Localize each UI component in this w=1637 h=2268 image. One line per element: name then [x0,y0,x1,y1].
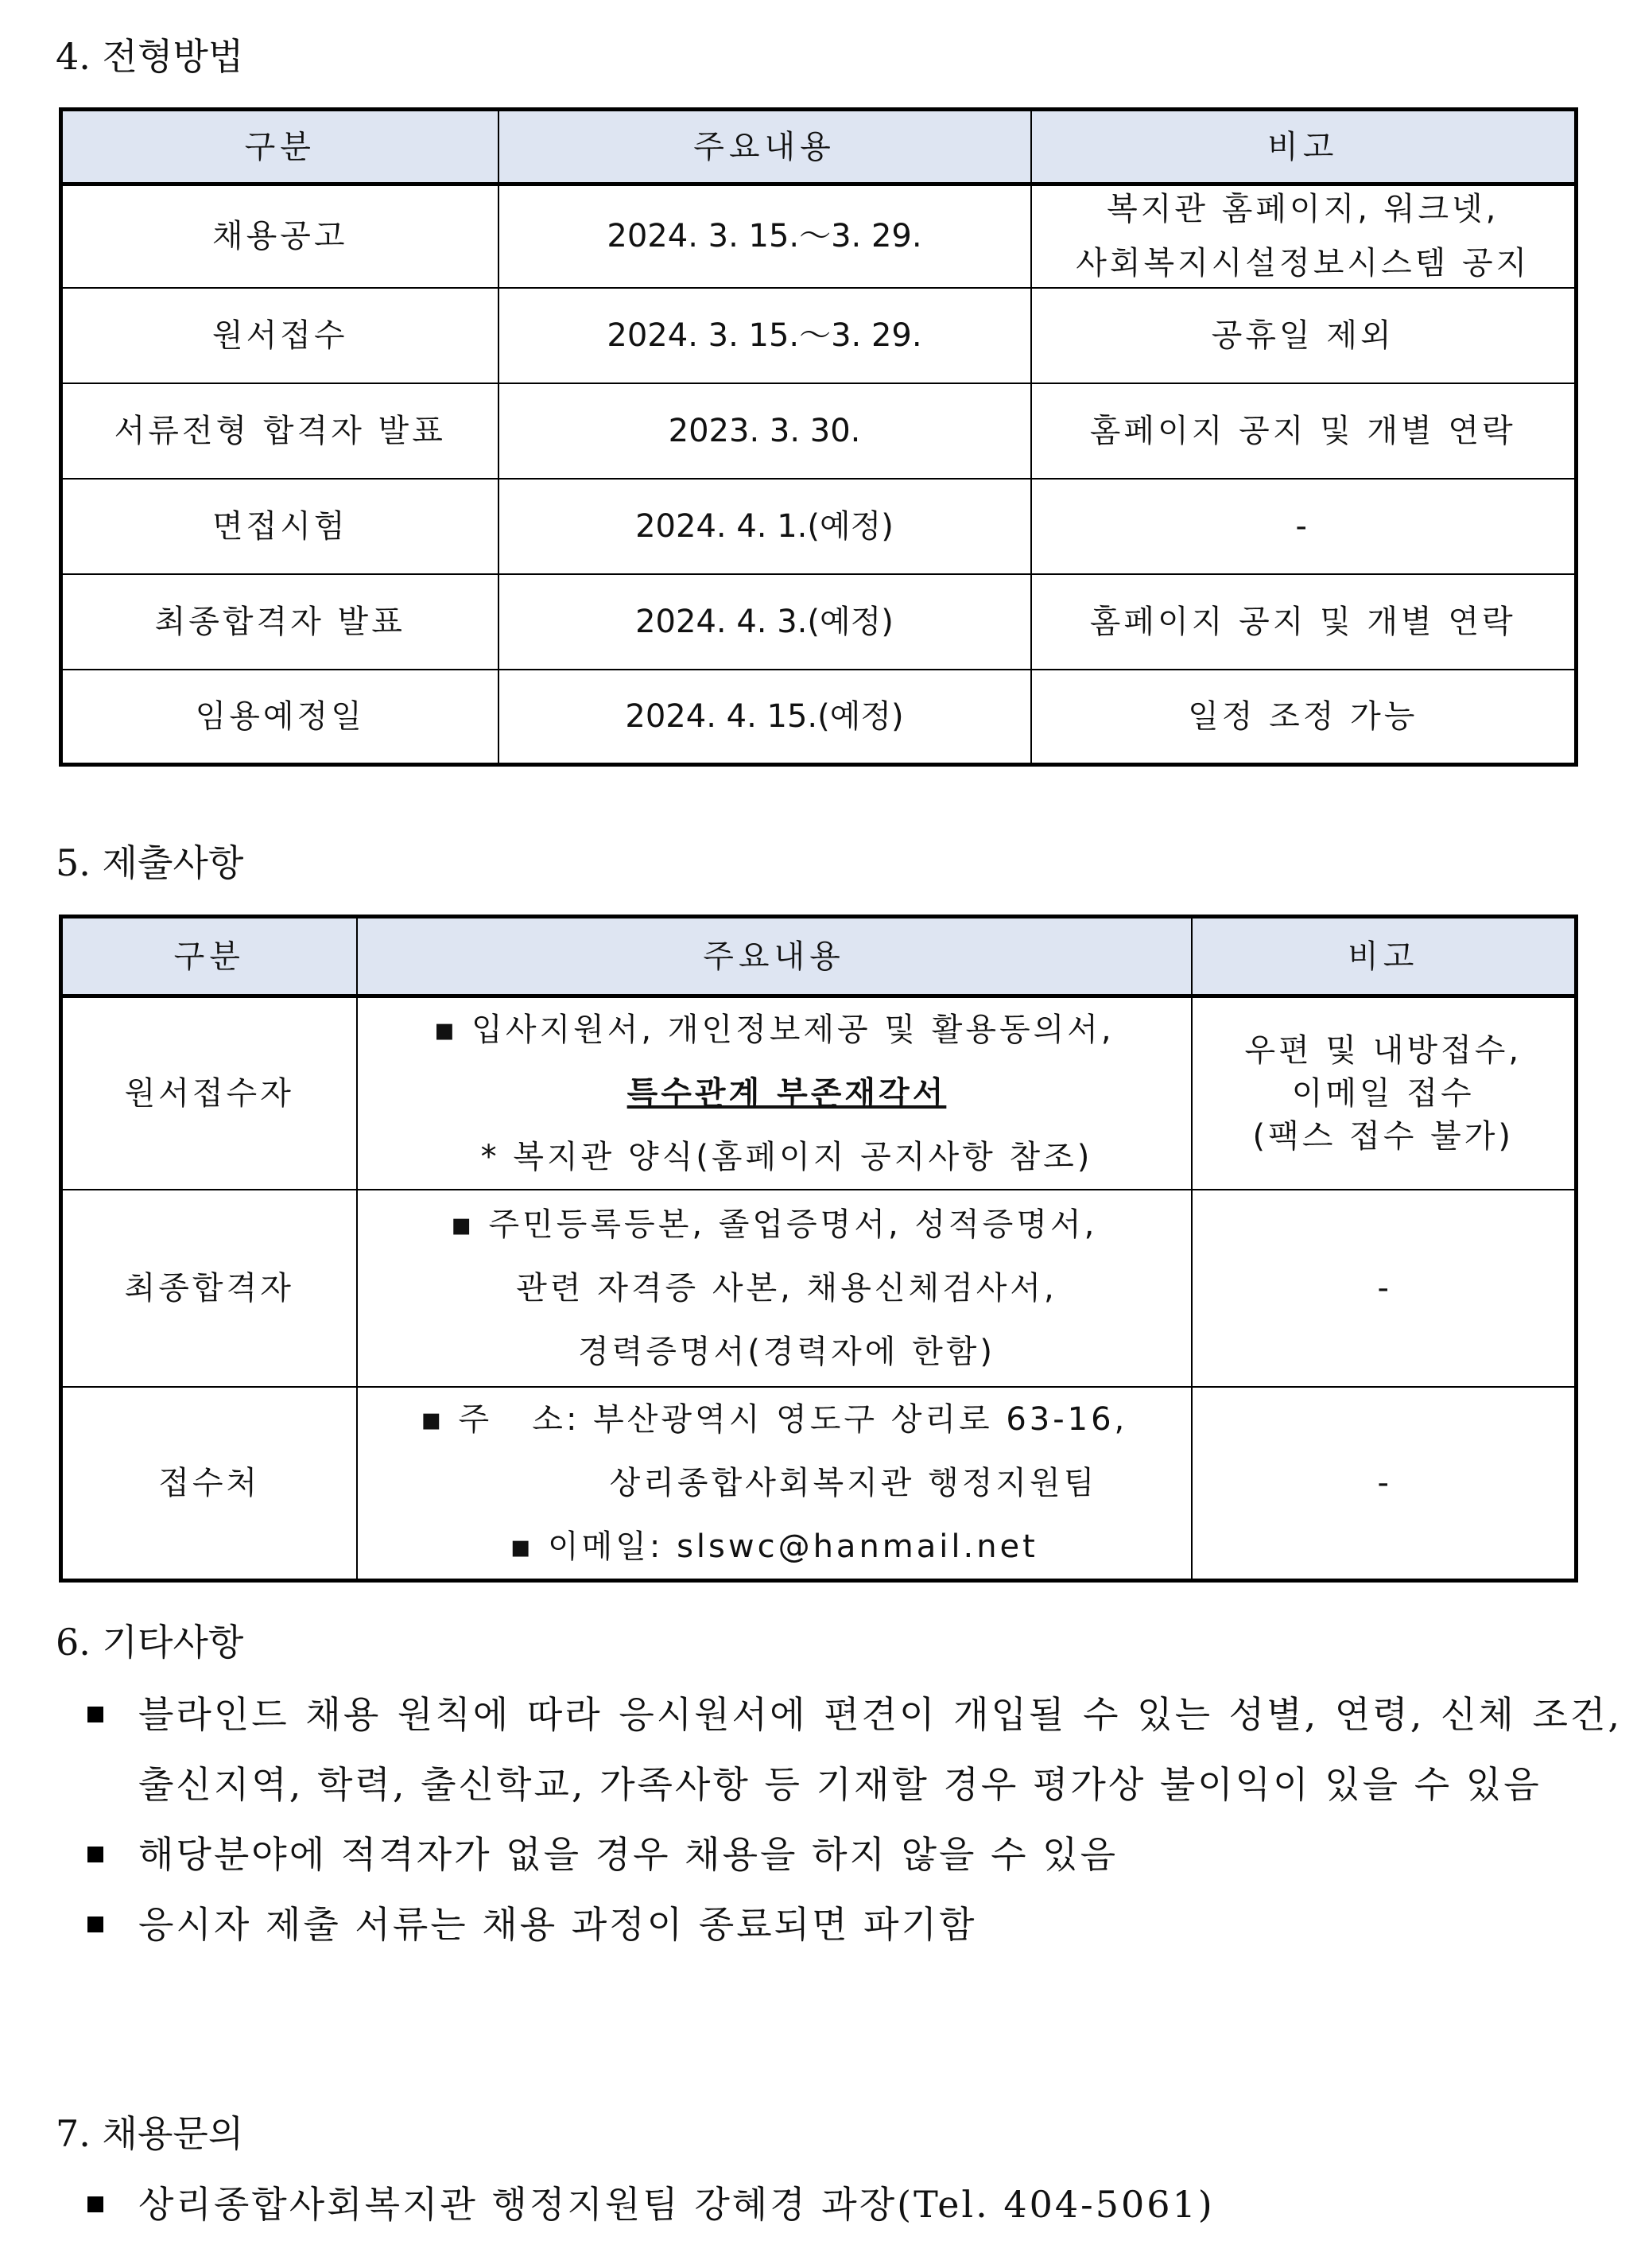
note-line: 우편 및 내방접수, [1244,1032,1523,1069]
row-note: 홈페이지 공지 및 개별 연락 [1031,574,1577,670]
column-header-note: 비고 [1031,110,1577,184]
row-content: 2023. 3. 30. [498,383,1031,479]
list-item [87,1819,1622,1889]
row-content [357,1190,1192,1387]
list-item-text: 블라인드 채용 원칙에 따라 응시원서에 편견이 개입될 수 있는 성별, 연령, 신체 조건, 출신지역, 학력, 출신학교, 가족사항 등 기재할 경우 평가상 불이익이 있을 수 있음 [138,1693,1622,1806]
content-line: ▪ 입사지원서, 개인정보제공 및 활용동의서, [433,1012,1115,1048]
selection-schedule-table [59,107,1578,767]
column-header-category: 구분 [61,110,498,184]
highlighted-document: 특수관계 부존재각서 [626,1075,947,1112]
list-item-text: 해당분야에 적격자가 없을 경우 채용을 하지 않을 수 있음 [138,1833,1119,1876]
table-row [61,479,1577,574]
list-item [87,2169,1622,2239]
content-line: 경력증명서(경력자에 한함) [578,1334,995,1370]
row-content: 2024. 3. 15.～3. 29. [498,288,1031,383]
note-line: 이메일 접수 [1291,1075,1475,1112]
row-note: - [1031,479,1577,574]
table-row [61,1190,1577,1387]
row-category: 원서접수 [61,288,498,383]
row-note: 홈페이지 공지 및 개별 연락 [1031,383,1577,479]
table-header-row [61,917,1577,996]
row-category: 최종합격자 [61,1190,357,1387]
note-line: 복지관 홈페이지, 워크넷, [1107,191,1499,228]
table-row [61,670,1577,765]
section-4-heading: 4. 전형방법 [56,35,244,78]
submission-table [59,915,1578,1583]
address-line: ▪ 주 소: 부산광역시 영도구 상리로 63-16, [420,1401,1128,1438]
row-note: - [1192,1190,1577,1387]
column-header-category: 구분 [61,917,357,996]
row-note [1031,184,1577,288]
row-category: 원서접수자 [61,996,357,1190]
row-content: 2024. 3. 15.～3. 29. [498,184,1031,288]
row-category: 서류전형 합격자 발표 [61,383,498,479]
section-6-heading: 6. 기타사항 [56,1621,244,1664]
content-note: * 복지관 양식(홈페이지 공지사항 참조) [480,1139,1093,1175]
row-category: 접수처 [61,1387,357,1581]
other-notes-list [87,1680,1622,1959]
address-line: 상리종합사회복지관 행정지원팀 [609,1465,1098,1501]
row-content: 2024. 4. 3.(예정) [498,574,1031,670]
square-bullet-icon [87,1917,103,1932]
email-line: ▪ 이메일: slswc@hanmail.net [510,1528,1038,1565]
table-row [61,288,1577,383]
list-item-text: 응시자 제출 서류는 채용 과정이 종료되면 파기함 [138,1903,977,1946]
row-content [357,1387,1192,1581]
table-row [61,1387,1577,1581]
section-5-heading: 5. 제출사항 [56,841,244,884]
table-row [61,383,1577,479]
content-line: 관련 자격증 사본, 채용신체검사서, [516,1270,1057,1307]
note-line: (팩스 접수 불가) [1252,1118,1514,1155]
row-content: 2024. 4. 1.(예정) [498,479,1031,574]
column-header-note: 비고 [1192,917,1577,996]
table-header-row [61,110,1577,184]
row-category: 채용공고 [61,184,498,288]
content-line: ▪ 주민등록등본, 졸업증명서, 성적증명서, [450,1206,1098,1243]
row-note: - [1192,1387,1577,1581]
row-category: 면접시험 [61,479,498,574]
row-note [1192,996,1577,1190]
square-bullet-icon [87,1707,103,1722]
list-item [87,1889,1622,1959]
table-row [61,574,1577,670]
row-category: 임용예정일 [61,670,498,765]
list-item-text: 상리종합사회복지관 행정지원팀 강혜경 과장(Tel. 404-5061) [138,2183,1215,2226]
table-row [61,184,1577,288]
column-header-content: 주요내용 [498,110,1031,184]
row-category: 최종합격자 발표 [61,574,498,670]
square-bullet-icon [87,2196,103,2212]
list-item [87,1680,1622,1819]
section-7-heading: 7. 채용문의 [56,2112,244,2155]
note-line: 사회복지시설정보시스템 공지 [1076,245,1530,282]
inquiry-list [87,2169,1622,2239]
square-bullet-icon [87,1847,103,1862]
row-note: 공휴일 제외 [1031,288,1577,383]
column-header-content: 주요내용 [357,917,1192,996]
row-content [357,996,1192,1190]
table-row [61,996,1577,1190]
row-content: 2024. 4. 15.(예정) [498,670,1031,765]
row-note: 일정 조정 가능 [1031,670,1577,765]
